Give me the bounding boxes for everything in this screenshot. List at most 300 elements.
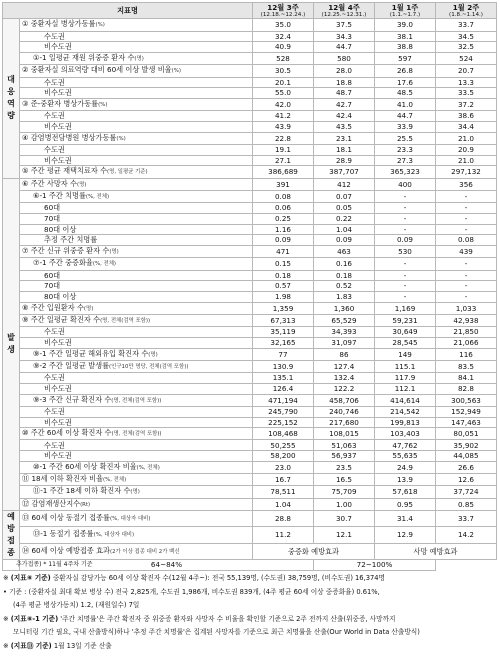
value-cell: 16.5	[314, 474, 375, 486]
value-cell: 31.4	[375, 511, 436, 527]
value-cell: 103,403	[375, 428, 436, 440]
indicator-label-cell	[20, 314, 253, 326]
value-cell: 115.1	[375, 360, 436, 372]
indicator-label: 비수도권	[44, 42, 72, 52]
indicator-label-cell	[20, 121, 253, 132]
table-row	[3, 235, 497, 246]
value-cell: 1.98	[253, 291, 314, 302]
indicator-label: 비수도권	[44, 451, 72, 461]
value-cell: 19.1	[253, 144, 314, 155]
value-cell: 297,132	[436, 166, 497, 178]
footnote-text: 기준 : (중환자실 최대 확보 병상 수) 전국 2,825개, 수도권 1,986개, 비수도권 839개, (4주 평균 60세 이상 중증화율) 0.61%,	[9, 587, 380, 596]
value-cell: -	[436, 190, 497, 202]
value-cell: -	[436, 213, 497, 224]
indicator-label-cell	[20, 144, 253, 155]
week-range: (1.8.~1.14.)	[449, 12, 483, 19]
indicator-label-cell	[20, 132, 253, 144]
value-cell: 130.9	[253, 360, 314, 372]
indicator-label-cell	[20, 190, 253, 202]
indicator-label: 60대	[44, 270, 61, 280]
value-cell: 0.18	[314, 270, 375, 281]
value-cell: 37.5	[314, 19, 375, 31]
indicator-label-cell	[20, 360, 253, 372]
indicator-label-cell	[20, 203, 253, 214]
value-cell: 41.0	[375, 98, 436, 110]
value-cell: 21.0	[436, 132, 497, 144]
indicator-label: 수도권	[44, 407, 65, 416]
value-cell: 27.1	[253, 155, 314, 166]
table-row	[3, 258, 497, 270]
indicator-label-cell	[20, 348, 253, 360]
footnote-ref: (지표⑥-1 기준)	[10, 614, 59, 623]
effect-right-value: 72~100%	[314, 560, 436, 571]
value-cell: 0.16	[314, 258, 375, 270]
table-row	[3, 88, 497, 99]
indicator-unit: (%, 대상자 대비)	[109, 516, 151, 523]
value-cell: 39.0	[375, 19, 436, 31]
value-cell: 0.85	[436, 498, 497, 510]
value-cell: 12.9	[375, 527, 436, 543]
value-cell: 56,937	[314, 451, 375, 462]
value-cell: 21,850	[436, 327, 497, 338]
footnote-ref: (지표⑬ 기준)	[10, 641, 52, 650]
table-row	[3, 121, 497, 132]
week-range: (12.25.~12.31.)	[321, 12, 367, 19]
value-cell: 26.6	[436, 461, 497, 473]
value-cell: 55.0	[253, 88, 314, 99]
value-cell: -	[375, 190, 436, 202]
indicator-label: 비수도권	[44, 88, 72, 98]
indicator-label: ⑪-1 주간 18세 이하 확진자 수	[33, 486, 131, 496]
indicator-label: ⑥-1 주간 치명률	[33, 190, 86, 200]
value-cell: 1.04	[253, 498, 314, 510]
value-cell: 37.2	[436, 98, 497, 110]
table-row	[3, 155, 497, 166]
value-cell: 31,097	[314, 337, 375, 348]
indicator-label: ⑨-1 주간 일평균 해외유입 확진자 수	[33, 348, 149, 358]
value-cell: 400	[375, 178, 436, 190]
footnote-text: 1월 13일 기준 산출	[51, 641, 112, 650]
indicator-label-cell	[20, 281, 253, 292]
indicator-label: ⑫ 감염재생산지수	[22, 498, 81, 508]
table-row	[3, 417, 497, 428]
value-cell: 471	[253, 245, 314, 257]
value-cell: 13.9	[375, 474, 436, 486]
table-row	[3, 337, 497, 348]
value-cell: 41.2	[253, 111, 314, 122]
effect-unit: (2가 이상 접종 대비 2가 백신	[109, 548, 180, 555]
table-row	[3, 270, 497, 281]
value-cell: -	[375, 258, 436, 270]
category-cell	[3, 178, 20, 510]
footnotes	[3, 572, 497, 654]
value-cell: 33.7	[436, 511, 497, 527]
indicator-label-cell	[20, 42, 253, 53]
value-cell: 391	[253, 178, 314, 190]
table-row	[3, 302, 497, 314]
value-cell: 27.3	[375, 155, 436, 166]
week-range: (1.1.~1.7.)	[389, 12, 421, 19]
week-label: 12월 4주	[328, 3, 360, 12]
value-cell: 240,746	[314, 406, 375, 417]
indicator-unit: (%, 전체)	[85, 193, 110, 200]
indicator-label-cell	[20, 451, 253, 462]
value-cell: 42.7	[314, 98, 375, 110]
table-row	[3, 348, 497, 360]
value-cell: 35,119	[253, 327, 314, 338]
week-label: 1월 1주	[391, 3, 419, 12]
value-cell: 127.4	[314, 360, 375, 372]
value-cell: 1,033	[436, 302, 497, 314]
value-cell: 245,790	[253, 406, 314, 417]
indicator-label: 수도권	[44, 373, 65, 383]
value-cell: 75,709	[314, 486, 375, 498]
table-row	[3, 166, 497, 178]
indicator-label: 수도권	[44, 327, 65, 337]
value-cell: 225,152	[253, 417, 314, 428]
value-cell: 0.18	[253, 270, 314, 281]
indicator-label-cell	[20, 258, 253, 270]
value-cell: 42,938	[436, 314, 497, 326]
value-cell: 67,313	[253, 314, 314, 326]
value-cell: 43.9	[253, 121, 314, 132]
value-cell: 16.7	[253, 474, 314, 486]
value-cell: 13.3	[436, 77, 497, 88]
indicator-unit: (인구10만 명당, 전체(검역 포함))	[109, 363, 189, 370]
table-row	[3, 19, 497, 31]
indicator-unit: (%, 전체)	[92, 261, 117, 268]
value-cell: 14.2	[436, 527, 497, 543]
effect-right-title: 사망 예방효과	[375, 543, 497, 559]
indicator-unit: (명)	[76, 181, 87, 188]
indicator-label-cell	[20, 394, 253, 406]
value-cell: 40.9	[253, 42, 314, 53]
value-cell: 34.3	[314, 31, 375, 42]
value-cell: 43.5	[314, 121, 375, 132]
value-cell: 51,063	[314, 440, 375, 451]
indicator-unit: (%, 대상자 대비)	[93, 532, 135, 539]
indicator-label: ⑨-3 주간 신규 확진자 수	[33, 394, 112, 404]
value-cell: 1.83	[314, 291, 375, 302]
value-cell: 23.5	[314, 461, 375, 473]
value-cell: 24.9	[375, 461, 436, 473]
table-row	[3, 98, 497, 110]
indicator-label: 80대 이상	[44, 224, 77, 234]
footnote-mark: ※	[3, 614, 9, 623]
value-cell: 0.08	[253, 190, 314, 202]
indicator-label-cell	[20, 337, 253, 348]
week-range: (12.18.~12.24.)	[260, 12, 306, 19]
value-cell: 387,707	[314, 166, 375, 178]
indicator-label-cell	[20, 98, 253, 110]
indicator-label-cell	[20, 428, 253, 440]
table-row	[3, 428, 497, 440]
value-cell: -	[436, 291, 497, 302]
value-cell: 42.0	[253, 98, 314, 110]
value-cell: 11.2	[253, 527, 314, 543]
indicator-unit: (명)	[109, 248, 119, 255]
indicator-label: ③ 준-중환자 병상가동률	[22, 98, 99, 108]
value-cell: 47,762	[375, 440, 436, 451]
indicator-label: ⑧ 주간 입원환자 수	[22, 302, 84, 312]
value-cell: 82.8	[436, 383, 497, 394]
value-cell: 30.7	[314, 511, 375, 527]
footnote-line	[3, 613, 497, 627]
week-header	[375, 3, 436, 19]
table-row	[3, 498, 497, 510]
indicator-unit: (Rt)	[80, 501, 91, 508]
week-label: 1월 2주	[452, 3, 480, 12]
value-cell: 23.1	[314, 132, 375, 144]
indicator-label: ④ 감염병전담병원 병상가동률	[22, 132, 117, 142]
value-cell: 1,169	[375, 302, 436, 314]
table-row	[3, 440, 497, 451]
indicator-label-cell	[20, 327, 253, 338]
footnote-line	[3, 572, 497, 586]
indicator-label-cell	[20, 213, 253, 224]
table-row	[3, 451, 497, 462]
value-cell: 214,542	[375, 406, 436, 417]
value-cell: 1.16	[253, 224, 314, 235]
value-cell: -	[375, 281, 436, 292]
value-cell: 18.8	[314, 77, 375, 88]
value-cell: 1,359	[253, 302, 314, 314]
effect-label-cell	[20, 543, 253, 559]
table-row	[3, 190, 497, 202]
table-row	[3, 203, 497, 214]
value-cell: -	[436, 224, 497, 235]
table-row	[3, 132, 497, 144]
indicator-label: 수도권	[44, 145, 65, 155]
value-cell: 38.1	[375, 31, 436, 42]
indicator-label: 비수도권	[44, 417, 72, 427]
indicator-unit: (명, 전체(검역 포함))	[111, 397, 162, 404]
value-cell: 0.08	[436, 235, 497, 246]
table-row	[3, 42, 497, 53]
indicator-label: ⑥ 주간 사망자 수	[22, 178, 77, 188]
value-cell: 0.06	[253, 203, 314, 214]
table-row	[3, 178, 497, 190]
value-cell: 199,813	[375, 417, 436, 428]
value-cell: 84.1	[436, 373, 497, 384]
value-cell: 20.9	[436, 144, 497, 155]
value-cell: 34.5	[436, 31, 497, 42]
indicator-label: 60대	[44, 203, 61, 213]
value-cell: 0.07	[314, 190, 375, 202]
value-cell: 22.8	[253, 132, 314, 144]
indicator-header: 지표명	[3, 3, 253, 19]
footnote-line	[3, 626, 497, 640]
value-cell: 597	[375, 52, 436, 64]
value-cell: 1,360	[314, 302, 375, 314]
category-cell	[3, 511, 20, 560]
table-row	[3, 327, 497, 338]
indicator-label-cell	[20, 440, 253, 451]
table-row	[3, 373, 497, 384]
value-cell: 32.5	[436, 42, 497, 53]
indicator-label-cell	[20, 291, 253, 302]
category-label: 예방접종	[7, 512, 15, 558]
footnote-mark: ※	[3, 574, 9, 582]
value-cell: 152,949	[436, 406, 497, 417]
table-row	[3, 406, 497, 417]
value-cell: 0.25	[253, 213, 314, 224]
value-cell: -	[375, 203, 436, 214]
value-cell: 58,200	[253, 451, 314, 462]
value-cell: 25.5	[375, 132, 436, 144]
value-cell: 0.15	[253, 258, 314, 270]
value-cell: 0.52	[314, 281, 375, 292]
table-row	[3, 314, 497, 326]
category-label: 발생	[7, 333, 15, 355]
indicator-unit: (명)	[148, 351, 158, 358]
indicator-label-cell	[20, 52, 253, 64]
value-cell: 300,563	[436, 394, 497, 406]
footnote-text: 중환자실 감당가능 60세 이상 확진자 수(12월 4주~): 전국 55,139명, (수도권) 38,759명, (비수도권) 16,374명	[50, 574, 385, 582]
table-row	[3, 394, 497, 406]
value-cell: 30.5	[253, 65, 314, 77]
value-cell: 365,323	[375, 166, 436, 178]
effect-row	[3, 560, 497, 571]
footnote-ref: (지표⑥ 기준)	[10, 574, 51, 582]
value-cell: 17.6	[375, 77, 436, 88]
indicator-unit: (명, 일평균 기준)	[107, 169, 148, 176]
value-cell: 135.1	[253, 373, 314, 384]
value-cell: 28.9	[314, 155, 375, 166]
value-cell: 44.7	[314, 42, 375, 53]
value-cell: 33.5	[436, 88, 497, 99]
value-cell: 117.9	[375, 373, 436, 384]
value-cell: 21.0	[436, 155, 497, 166]
indicator-label: 수도권	[44, 440, 65, 450]
table-row	[3, 65, 497, 77]
indicator-label-cell	[20, 406, 253, 417]
indicator-label-cell	[20, 474, 253, 486]
value-cell: 38.8	[375, 42, 436, 53]
indicator-label: ①-1 일평균 재원 위중증 환자 수	[33, 52, 135, 62]
footnote-line	[3, 599, 497, 613]
table-row	[3, 527, 497, 543]
indicator-label-cell	[20, 461, 253, 473]
table-row	[3, 111, 497, 122]
value-cell: 132.4	[314, 373, 375, 384]
table-row	[3, 461, 497, 473]
value-cell: 12.1	[314, 527, 375, 543]
indicator-label-cell	[20, 166, 253, 178]
value-cell: 48.5	[375, 88, 436, 99]
indicator-label: ⑨ 주간 일평균 확진자 수	[22, 314, 101, 324]
value-cell: 50,255	[253, 440, 314, 451]
value-cell: 20.7	[436, 65, 497, 77]
value-cell: 0.09	[253, 235, 314, 246]
value-cell: 55,635	[375, 451, 436, 462]
value-cell: 77	[253, 348, 314, 360]
value-cell: 116	[436, 348, 497, 360]
value-cell: 580	[314, 52, 375, 64]
footnote-text: '주간 치명률'은 주간 확진자 중 위중증 환자와 사망자 수 비율을 확인할 기준으로 2주 전까지 산출(위중증, 사망까지	[58, 614, 396, 623]
value-cell: -	[375, 291, 436, 302]
value-cell: 149	[375, 348, 436, 360]
value-cell: 34,393	[314, 327, 375, 338]
week-header	[314, 3, 375, 19]
table-row	[3, 31, 497, 42]
indicator-label-cell	[20, 302, 253, 314]
indicator-label-cell	[20, 155, 253, 166]
indicator-unit: (명, 전체(검역 포함))	[100, 317, 151, 324]
table-row	[3, 224, 497, 235]
value-cell: 57,618	[375, 486, 436, 498]
footnote-line	[3, 640, 497, 654]
value-cell: 386,689	[253, 166, 314, 178]
value-cell: -	[436, 203, 497, 214]
value-cell: 412	[314, 178, 375, 190]
value-cell: -	[375, 270, 436, 281]
indicator-label-cell	[20, 65, 253, 77]
value-cell: 217,680	[314, 417, 375, 428]
value-cell: 83.5	[436, 360, 497, 372]
indicator-label-cell	[20, 235, 253, 246]
indicator-label-cell	[20, 245, 253, 257]
table-row	[3, 474, 497, 486]
value-cell: 78,511	[253, 486, 314, 498]
value-cell: 65,529	[314, 314, 375, 326]
indicator-label: ⑩ 주간 60세 이상 확진자 수	[22, 428, 112, 438]
value-cell: 35.0	[253, 19, 314, 31]
value-cell: 12.6	[436, 474, 497, 486]
value-cell: 108,015	[314, 428, 375, 440]
value-cell: 528	[253, 52, 314, 64]
table-row	[3, 77, 497, 88]
value-cell: 28.0	[314, 65, 375, 77]
footnote-mark: ※	[3, 641, 9, 650]
value-cell: 34.4	[436, 121, 497, 132]
value-cell: 33.9	[375, 121, 436, 132]
value-cell: 32,165	[253, 337, 314, 348]
value-cell: 44,085	[436, 451, 497, 462]
value-cell: 35,902	[436, 440, 497, 451]
indicator-label-cell	[20, 31, 253, 42]
value-cell: 463	[314, 245, 375, 257]
week-header	[253, 3, 314, 19]
value-cell: 33.7	[436, 19, 497, 31]
indicator-label-cell	[20, 383, 253, 394]
effect-row	[3, 543, 497, 559]
indicator-label: 비수도권	[44, 122, 72, 132]
value-cell: 0.22	[314, 213, 375, 224]
indicator-label-cell	[20, 486, 253, 498]
indicator-unit: (%, 전체)	[103, 477, 127, 484]
indicator-label: ① 중환자실 병상가동률	[22, 19, 96, 29]
indicator-unit: (명, 전체(검역 포함))	[111, 431, 162, 438]
table-row	[3, 52, 497, 64]
value-cell: 30,649	[375, 327, 436, 338]
table-row	[3, 245, 497, 257]
footnote-line	[3, 586, 497, 600]
indicator-label: ② 중환자실 의료역량 대비 60세 이상 발생 비율	[22, 65, 172, 75]
indicator-label: 수도권	[44, 111, 65, 121]
indicator-unit: (%)	[116, 135, 126, 142]
value-cell: 28,545	[375, 337, 436, 348]
indicator-label-cell	[20, 498, 253, 510]
effect-sublabel: 추가접종) * 11월 4주차 기준	[3, 560, 20, 571]
indicator-label-cell	[20, 417, 253, 428]
indicator-label: ⑪ 18세 이하 확진자 비율	[22, 474, 104, 484]
value-cell: 524	[436, 52, 497, 64]
effect-left-value: 64~84%	[20, 560, 314, 571]
category-label: 대응역량	[7, 75, 15, 121]
indicator-label: 비수도권	[44, 155, 72, 165]
table-header-row	[3, 3, 497, 19]
